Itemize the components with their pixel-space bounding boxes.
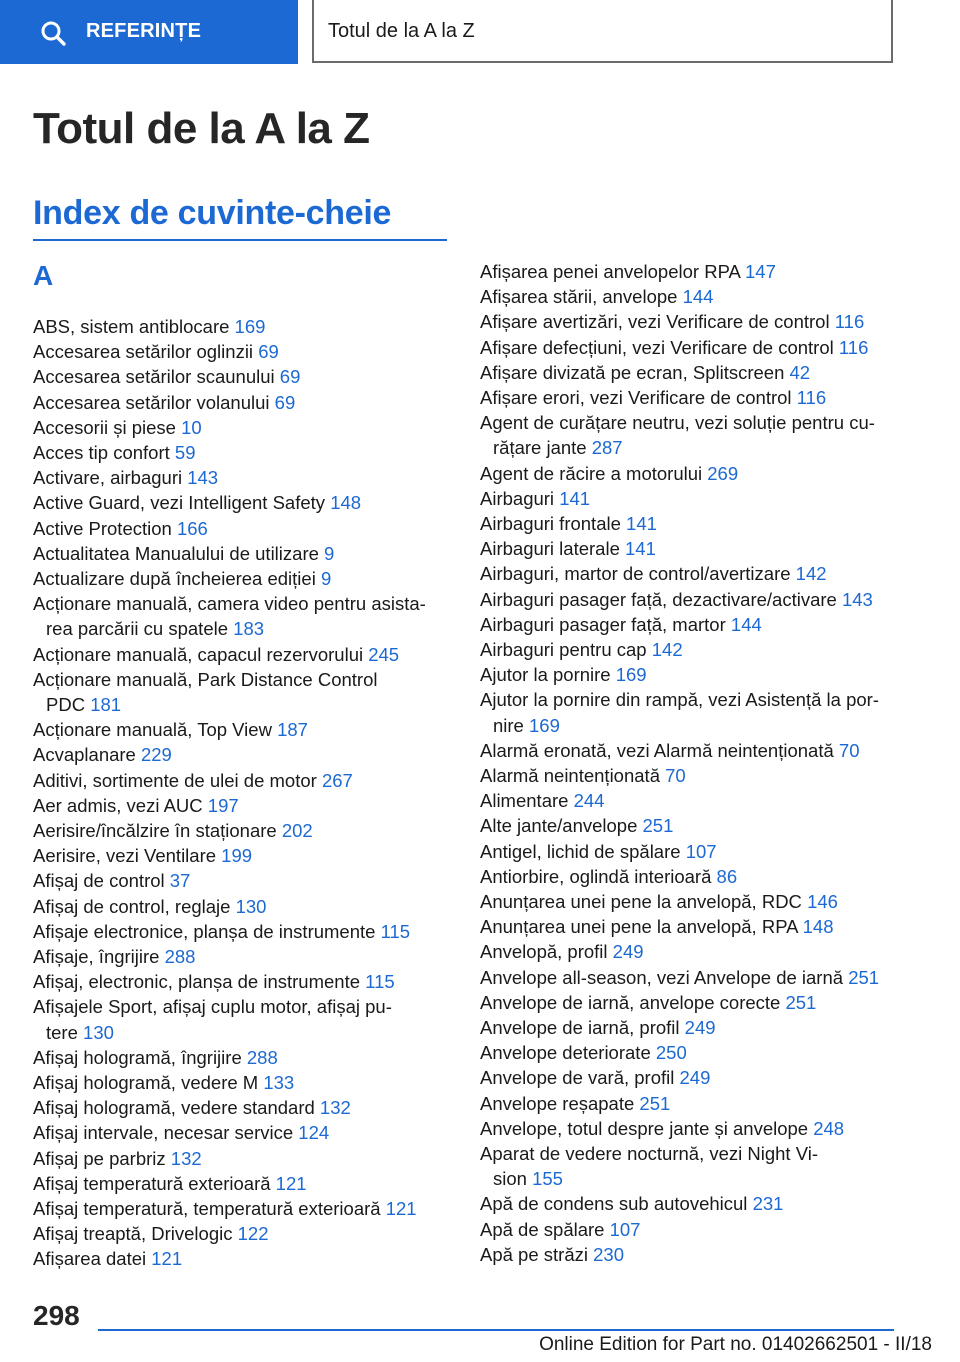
page-link[interactable]: 251 [642, 815, 674, 837]
index-entry-text: Anvelope all-season, vezi Anvelope de iarnă [480, 966, 844, 988]
index-entry [33, 390, 453, 415]
page-link[interactable]: 229 [140, 744, 172, 766]
index-entry-text: Ajutor la pornire [480, 664, 611, 686]
index-entry-text: Afișare avertizări, vezi Verificare de control [480, 311, 830, 333]
index-entry [480, 864, 900, 889]
index-entry-text: Afișajele Sport, afișaj cuplu motor, afișaj pu- [33, 996, 392, 1018]
index-entry-text: Accesarea setărilor volanului [33, 391, 270, 413]
index-entry-text: Anvelopă, profil [480, 941, 608, 963]
index-entry [480, 1091, 900, 1116]
index-entry [480, 587, 900, 612]
page-link[interactable]: 169 [234, 316, 266, 337]
index-entry [33, 919, 453, 944]
index-entry [480, 335, 900, 360]
index-entry-text: Airbaguri pasager față, dezactivare/activare [480, 588, 837, 610]
index-entry [480, 486, 900, 511]
index-entry [480, 461, 900, 486]
index-entry [33, 642, 453, 667]
index-entry-text: Afișaj hologramă, îngrijire [33, 1046, 242, 1068]
index-entry-text: Alimentare [480, 790, 569, 812]
page-link[interactable]: 248 [813, 1117, 845, 1139]
index-entry-text: Alte jante/anvelope [480, 815, 638, 837]
page-link[interactable]: 115 [380, 920, 411, 942]
index-entry [33, 894, 453, 919]
index-entry [480, 738, 900, 763]
page-link[interactable]: 230 [593, 1243, 624, 1265]
index-entry [33, 1221, 453, 1246]
index-entry [480, 561, 900, 586]
page-link[interactable]: 169 [529, 714, 560, 736]
index-entry-text: Afișaj pe parbriz [33, 1147, 166, 1169]
index-entry-text: Airbaguri, martor de control/avertizare [480, 563, 791, 585]
index-entry [480, 687, 900, 737]
index-entry-text: Afișaj de control [33, 870, 165, 892]
page-link[interactable]: 121 [275, 1172, 307, 1194]
index-entry-text: Acționare manuală, Park Distance Control [33, 668, 378, 690]
page-link[interactable]: 141 [625, 538, 656, 560]
index-entry-text: Acces tip confort [33, 442, 170, 463]
index-entry-text: Afișaj treaptă, Drivelogic [33, 1223, 233, 1245]
index-entry-continuation [33, 692, 453, 717]
index-entry [480, 662, 900, 687]
index-entry-text: Aerisire/încălzire în staționare [33, 820, 277, 841]
index-entry-continuation [480, 435, 900, 460]
index-entry [33, 1171, 453, 1196]
index-entry [480, 813, 900, 838]
index-entry [480, 259, 900, 284]
page-link[interactable]: 141 [626, 513, 657, 534]
index-entry [33, 516, 453, 541]
index-entry-text: Apă pe străzi [480, 1243, 588, 1265]
index-entry-text: ABS, sistem antiblocare [33, 316, 230, 337]
index-entry [480, 788, 900, 813]
page-link[interactable]: 288 [246, 1046, 278, 1068]
page-link[interactable]: 37 [169, 870, 191, 892]
index-entry-text: Acționare manuală, capacul rezervorului [33, 643, 364, 665]
index-entry-continuation [33, 1020, 453, 1045]
page-link[interactable]: 122 [237, 1223, 269, 1245]
index-entry [480, 284, 900, 309]
page-link[interactable]: 155 [532, 1168, 563, 1190]
index-entry-text: Accesarea setărilor oglinzii [33, 341, 254, 363]
index-entry-continuation-text: rățare jante [493, 437, 587, 459]
page-link[interactable]: 166 [176, 517, 208, 539]
index-entry-text: Anunțarea unei pene la anvelopă, RPA [480, 916, 798, 938]
index-entry-text: Aer admis, vezi AUC [33, 794, 203, 816]
page-link[interactable]: 116 [838, 336, 869, 358]
tab-references-label: REFERINȚE [86, 20, 202, 42]
index-entry [480, 965, 900, 990]
index-entry [33, 1120, 453, 1145]
page-link[interactable]: 141 [559, 487, 591, 509]
page-link[interactable]: 287 [591, 437, 623, 459]
page-link[interactable]: 251 [639, 1092, 671, 1114]
page-link[interactable]: 70 [838, 739, 860, 761]
index-entry-text: Afișaj hologramă, vedere M [33, 1072, 259, 1093]
index-entry [480, 839, 900, 864]
index-entry-text: Airbaguri pentru cap [480, 639, 647, 660]
index-entry-text: Aerisire, vezi Ventilare [33, 845, 217, 867]
index-entry [33, 1095, 453, 1120]
index-entry-text: Anvelope de iarnă, profil [480, 1017, 680, 1038]
index-entry-text: Afișaj temperatură, temperatură exterioară [33, 1198, 381, 1219]
index-entry-continuation-text: nire [493, 714, 524, 736]
page-link[interactable]: 69 [274, 391, 296, 413]
page-link[interactable]: 245 [368, 643, 400, 665]
page-title: Totul de la A la Z [33, 104, 370, 153]
index-entry-text: Antiorbire, oglindă interioară [480, 865, 712, 887]
index-entry-text: Active Guard, vezi Intelligent Safety [33, 492, 326, 514]
index-entry [480, 637, 900, 662]
page-link[interactable]: 42 [789, 361, 811, 383]
page-link[interactable]: 249 [679, 1067, 711, 1089]
page-link[interactable]: 124 [298, 1122, 330, 1144]
index-entry-text: Airbaguri laterale [480, 538, 620, 560]
index-entry [33, 440, 453, 465]
index-entry [33, 994, 453, 1044]
index-entry [33, 591, 453, 641]
page-link[interactable]: 251 [785, 991, 817, 1013]
index-entry-text: Ajutor la pornire din rampă, vezi Asistență la por- [480, 689, 879, 711]
index-entry-text: Afișaje, îngrijire [33, 946, 160, 967]
index-entry [480, 536, 900, 561]
page-link[interactable]: 115 [365, 971, 395, 993]
index-entry [33, 415, 453, 440]
index-entry-text: Anvelope deteriorate [480, 1042, 651, 1064]
index-entry-text: Accesarea setărilor scaunului [33, 366, 275, 388]
index-entry [480, 612, 900, 637]
page-link[interactable]: 107 [685, 840, 717, 862]
page-link[interactable]: 130 [235, 895, 267, 917]
index-entry-text: Acționare manuală, camera video pentru asista- [33, 593, 426, 615]
index-entry-text: Afișaje electronice, planșa de instrumente [33, 920, 376, 942]
page-link[interactable]: 169 [615, 664, 647, 686]
index-entry-continuation-text: rea parcării cu spatele [46, 618, 229, 640]
page-link[interactable]: 143 [841, 588, 873, 610]
page-link[interactable]: 181 [90, 694, 122, 715]
index-entry [33, 717, 453, 742]
page-link[interactable]: 144 [730, 613, 762, 635]
index-entry [480, 511, 900, 536]
index-entry [480, 410, 900, 460]
index-entry-text: Aparat de vedere nocturnă, vezi Night Vi- [480, 1143, 818, 1164]
index-entry [33, 490, 453, 515]
index-entry-text: Alarmă neintenționată [480, 765, 660, 786]
page-link[interactable]: 187 [277, 719, 308, 741]
page-link[interactable]: 269 [707, 462, 739, 484]
top-navigation [0, 0, 960, 66]
page-link[interactable]: 121 [385, 1198, 417, 1219]
index-entry [33, 742, 453, 767]
index-entry [33, 1246, 453, 1271]
page-link[interactable]: 116 [796, 387, 827, 408]
index-entry [480, 1217, 900, 1242]
page-link[interactable]: 251 [848, 966, 880, 988]
page-link[interactable]: 143 [187, 467, 219, 489]
page-link[interactable]: 197 [207, 794, 239, 816]
page-link[interactable]: 244 [573, 790, 605, 812]
index-entry [33, 339, 453, 364]
page-link[interactable]: 116 [834, 311, 865, 333]
index-entry-text: Airbaguri frontale [480, 513, 621, 534]
index-entry-text: Afișarea datei [33, 1248, 147, 1270]
index-entry [33, 969, 453, 994]
page-link[interactable]: 107 [609, 1218, 641, 1240]
page-link[interactable]: 147 [745, 261, 776, 282]
page-link[interactable]: 132 [170, 1147, 202, 1169]
index-entry-text: Apă de spălare [480, 1218, 605, 1240]
index-entry [480, 360, 900, 385]
page-link[interactable]: 70 [665, 765, 686, 786]
section-divider [33, 239, 447, 241]
index-entry [33, 1045, 453, 1070]
index-entry-text: Antigel, lichid de spălare [480, 840, 681, 862]
index-entry-text: Activare, airbaguri [33, 467, 183, 489]
index-entry [33, 1146, 453, 1171]
index-entry [33, 944, 453, 969]
index-entry-text: Afișarea stării, anvelope [480, 286, 678, 308]
index-entry [33, 793, 453, 818]
page-link[interactable]: 231 [752, 1193, 784, 1215]
page-link[interactable]: 144 [682, 286, 714, 308]
page-link[interactable]: 86 [716, 865, 738, 887]
index-entry-text: Anvelope de vară, profil [480, 1067, 675, 1089]
tab-references[interactable] [0, 0, 298, 64]
page-link[interactable]: 10 [181, 416, 202, 438]
footer-edition: Online Edition for Part no. 01402662501 - II/18 [539, 1334, 932, 1355]
index-entry-text: Anvelope de iarnă, anvelope corecte [480, 991, 781, 1013]
page-link[interactable]: 183 [233, 618, 265, 640]
index-entry-text: Accesorii și piese [33, 416, 176, 438]
index-entry-text: Afișaj hologramă, vedere standard [33, 1097, 315, 1119]
index-entry [33, 843, 453, 868]
index-entry-continuation [33, 616, 453, 641]
index-entry-text: Agent de răcire a motorului [480, 462, 703, 484]
page-link[interactable]: 142 [795, 563, 827, 585]
index-entry [33, 566, 453, 591]
index-entry [33, 818, 453, 843]
index-entry-continuation-text: tere [46, 1021, 78, 1043]
index-entry [480, 1116, 900, 1141]
index-entry-text: Afișaj de control, reglaje [33, 895, 231, 917]
index-entry [480, 914, 900, 939]
index-entry-text: Anvelope, totul despre jante și anvelope [480, 1117, 809, 1139]
index-entry [33, 541, 453, 566]
index-entry-continuation-text: PDC [46, 694, 86, 715]
section-title: Index de cuvinte-cheie [33, 194, 392, 232]
index-entry-text: Afișaj intervale, necesar service [33, 1122, 294, 1144]
page-link[interactable]: 121 [151, 1248, 183, 1270]
tab-current-chapter-label: Totul de la A la Z [328, 20, 475, 42]
page-link[interactable]: 267 [321, 769, 353, 791]
index-entry [33, 465, 453, 490]
index-entry-continuation [480, 713, 900, 738]
index-entry-text: Agent de curățare neutru, vezi soluție pentru cu- [480, 412, 875, 434]
index-entry [480, 1141, 900, 1191]
index-entry-text: Actualizare după încheierea ediției [33, 568, 316, 589]
index-entry [480, 385, 900, 410]
page-link[interactable]: 133 [263, 1072, 295, 1093]
index-entry-text: Afișaj, electronic, planșa de instrumente [33, 971, 361, 993]
index-entry [33, 667, 453, 717]
page-link[interactable]: 250 [655, 1042, 687, 1064]
index-entry [33, 1070, 453, 1095]
page-link[interactable]: 142 [651, 639, 683, 660]
index-entry [480, 889, 900, 914]
page-link[interactable]: 132 [319, 1097, 351, 1119]
page-link[interactable]: 148 [802, 916, 834, 938]
page-link[interactable]: 69 [279, 366, 301, 388]
index-entry [33, 1196, 453, 1221]
page-link[interactable]: 202 [281, 820, 313, 841]
index-entry-text: Anunțarea unei pene la anvelopă, RDC [480, 891, 802, 912]
index-entry [480, 1242, 900, 1267]
index-entry-text: Alarmă eronată, vezi Alarmă neintenționată [480, 739, 834, 761]
search-icon [40, 20, 66, 46]
index-entry-text: Airbaguri [480, 487, 555, 509]
index-entry-text: Afișare defecțiuni, vezi Verificare de control [480, 336, 834, 358]
tab-current-chapter[interactable] [312, 0, 893, 63]
page-link[interactable]: 199 [221, 845, 253, 867]
index-entry [480, 1040, 900, 1065]
page-link[interactable]: 249 [612, 941, 644, 963]
index-entry [33, 768, 453, 793]
page-link[interactable]: 69 [258, 341, 279, 363]
page-link[interactable]: 9 [324, 542, 335, 564]
index-entry [480, 1015, 900, 1040]
footer-divider [98, 1329, 894, 1331]
index-letter: A [33, 260, 54, 291]
index-entry-text: Afișare erori, vezi Verificare de control [480, 387, 792, 408]
page-number: 298 [33, 1300, 80, 1331]
index-entry [33, 364, 453, 389]
index-entry-text: Aditivi, sortimente de ulei de motor [33, 769, 317, 791]
page-link[interactable]: 59 [174, 442, 196, 463]
index-entry-continuation-text: sion [493, 1168, 527, 1190]
index-entry [480, 1065, 900, 1090]
index-entry-text: Afișaj temperatură exterioară [33, 1172, 271, 1194]
index-entry-continuation [480, 1166, 900, 1191]
index-entry [480, 763, 900, 788]
page-link[interactable]: 9 [320, 568, 332, 589]
index-entry [480, 309, 900, 334]
index-entry [33, 314, 453, 339]
page-link[interactable]: 249 [684, 1017, 716, 1038]
index-entry-text: Afișare divizată pe ecran, Splitscreen [480, 361, 785, 383]
page-link[interactable]: 130 [83, 1021, 114, 1043]
index-entry [480, 939, 900, 964]
index-entry [480, 990, 900, 1015]
page-link[interactable]: 148 [330, 492, 362, 514]
index-entry-text: Acvaplanare [33, 744, 136, 766]
index-entry-text: Acționare manuală, Top View [33, 719, 272, 741]
index-entry-text: Actualitatea Manualului de utilizare [33, 542, 319, 564]
index-entry-text: Anvelope reșapate [480, 1092, 635, 1114]
index-entry-text: Afișarea penei anvelopelor RPA [480, 261, 740, 282]
index-entry-text: Airbaguri pasager față, martor [480, 613, 726, 635]
page-link[interactable]: 146 [807, 891, 838, 912]
index-entry [480, 1191, 900, 1216]
index-entry-text: Active Protection [33, 517, 172, 539]
page-link[interactable]: 288 [164, 946, 196, 967]
index-entry [33, 868, 453, 893]
index-entry-text: Apă de condens sub autovehicul [480, 1193, 748, 1215]
